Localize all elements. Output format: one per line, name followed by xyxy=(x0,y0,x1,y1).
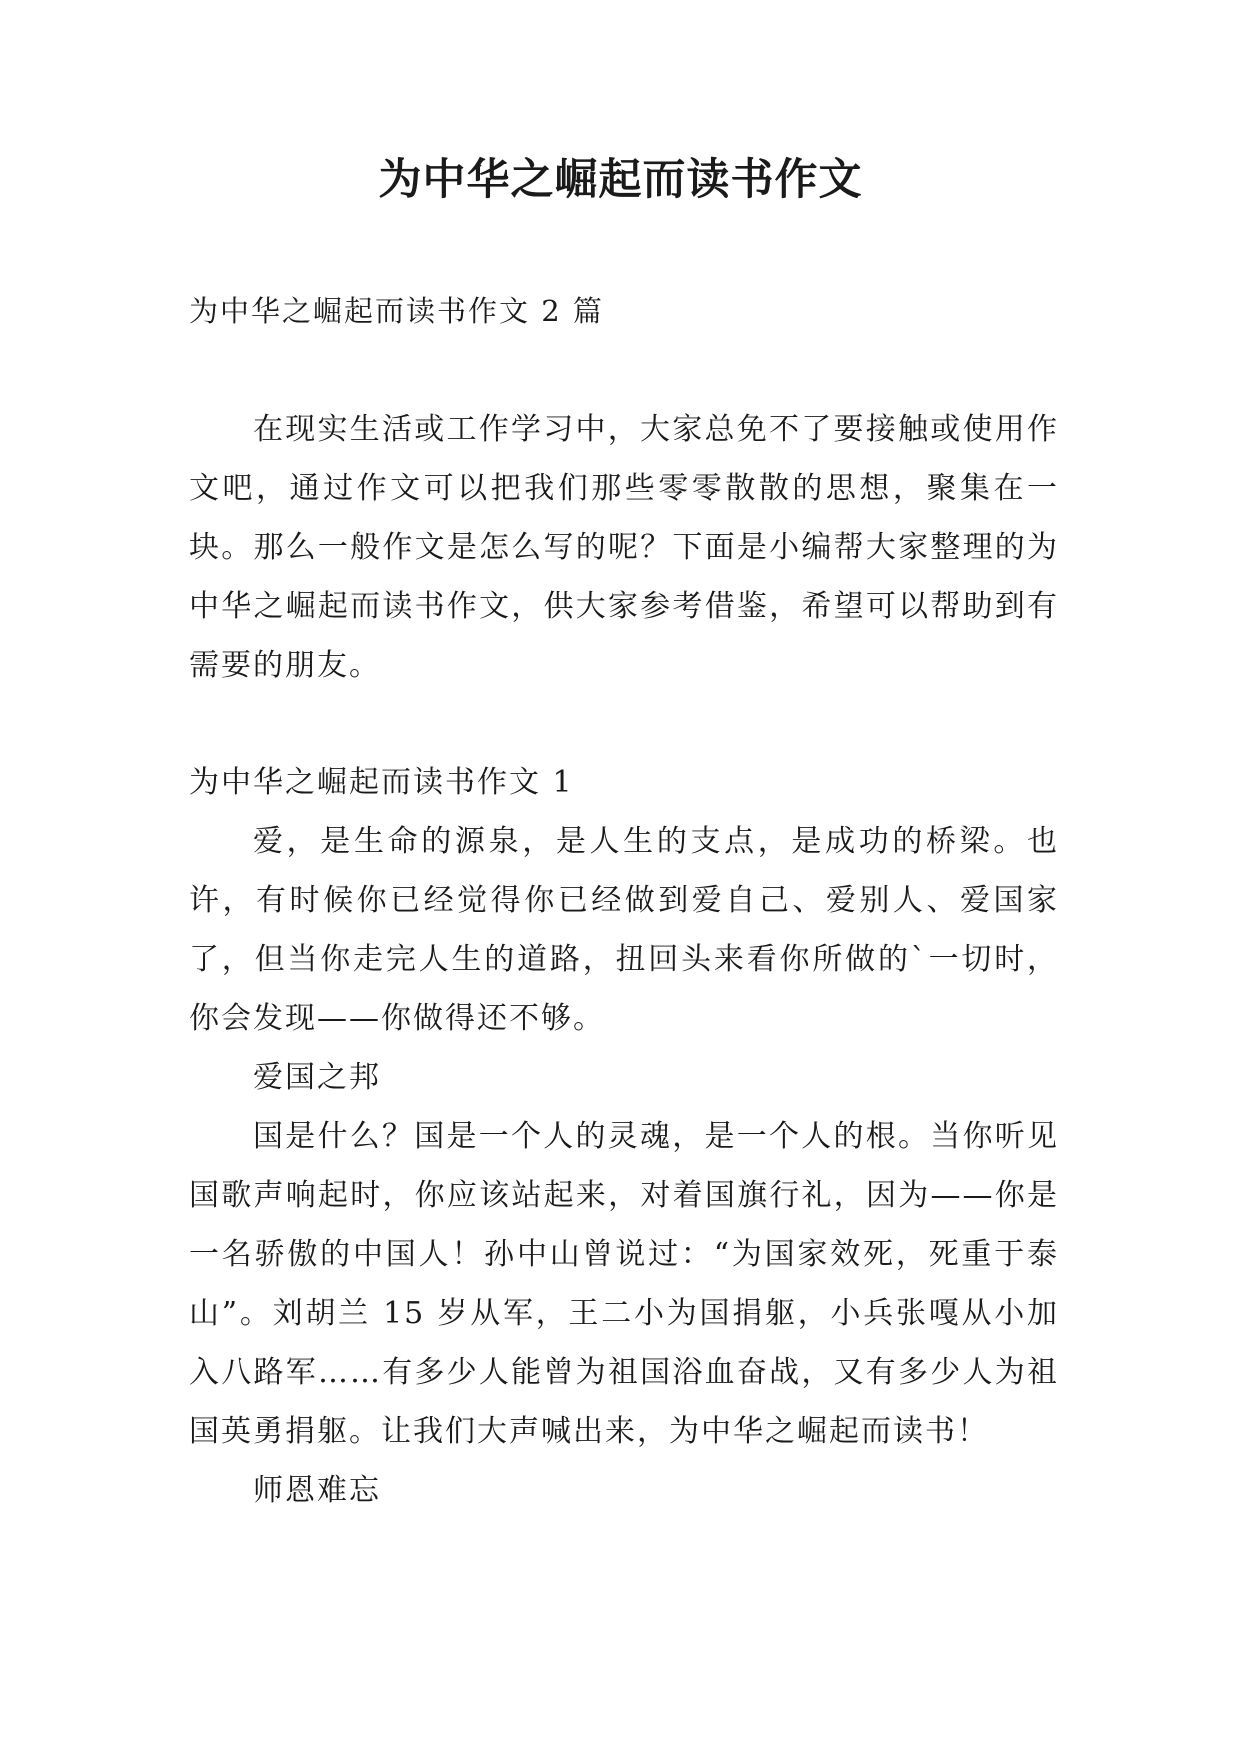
section-heading-patriotism: 爱国之邦 xyxy=(253,1060,381,1095)
intro-paragraph: 在现实生活或工作学习中，大家总免不了要接触或使用作文吧，通过作文可以把我们那些零零散散的思想，聚集在一块。那么一般作文是怎么写的呢？下面是小编帮大家整理的为中华之崛起而读书作文，供大家参考借鉴，希望可以帮助到有需要的朋友。 xyxy=(189,412,1059,683)
essay-heading: 为中华之崛起而读书作文 1 xyxy=(189,765,574,800)
essay-paragraph: 国是什么？国是一个人的灵魂，是一个人的根。当你听见国歌声响起时，你应该站起来，对着国旗行礼，因为——你是一名骄傲的中国人！孙中山曾说过：“为国家效死，死重于泰山”。刘胡兰 15 岁从军，王二小为国捐躯，小兵张嘎从小加入八路军……有多少人能曾为祖国浴血奋战，又有多少人为祖国英勇捐躯。让我们大声喊出来，为中华之崛起而读书！ xyxy=(189,1119,1059,1449)
essay-section xyxy=(189,753,1059,1520)
section-heading-teacher: 师恩难忘 xyxy=(253,1473,381,1508)
essay-paragraph: 爱，是生命的源泉，是人生的支点，是成功的桥梁。也许，有时候你已经觉得你已经做到爱自己、爱别人、爱国家了，但当你走完人生的道路，扭回头来看你所做的`一切时，你会发现——你做得还不够。 xyxy=(189,824,1059,1036)
document-subtitle: 为中华之崛起而读书作文 2 篇 xyxy=(189,294,604,328)
document-title: 为中华之崛起而读书作文 xyxy=(378,155,863,205)
intro-section xyxy=(189,400,1059,695)
